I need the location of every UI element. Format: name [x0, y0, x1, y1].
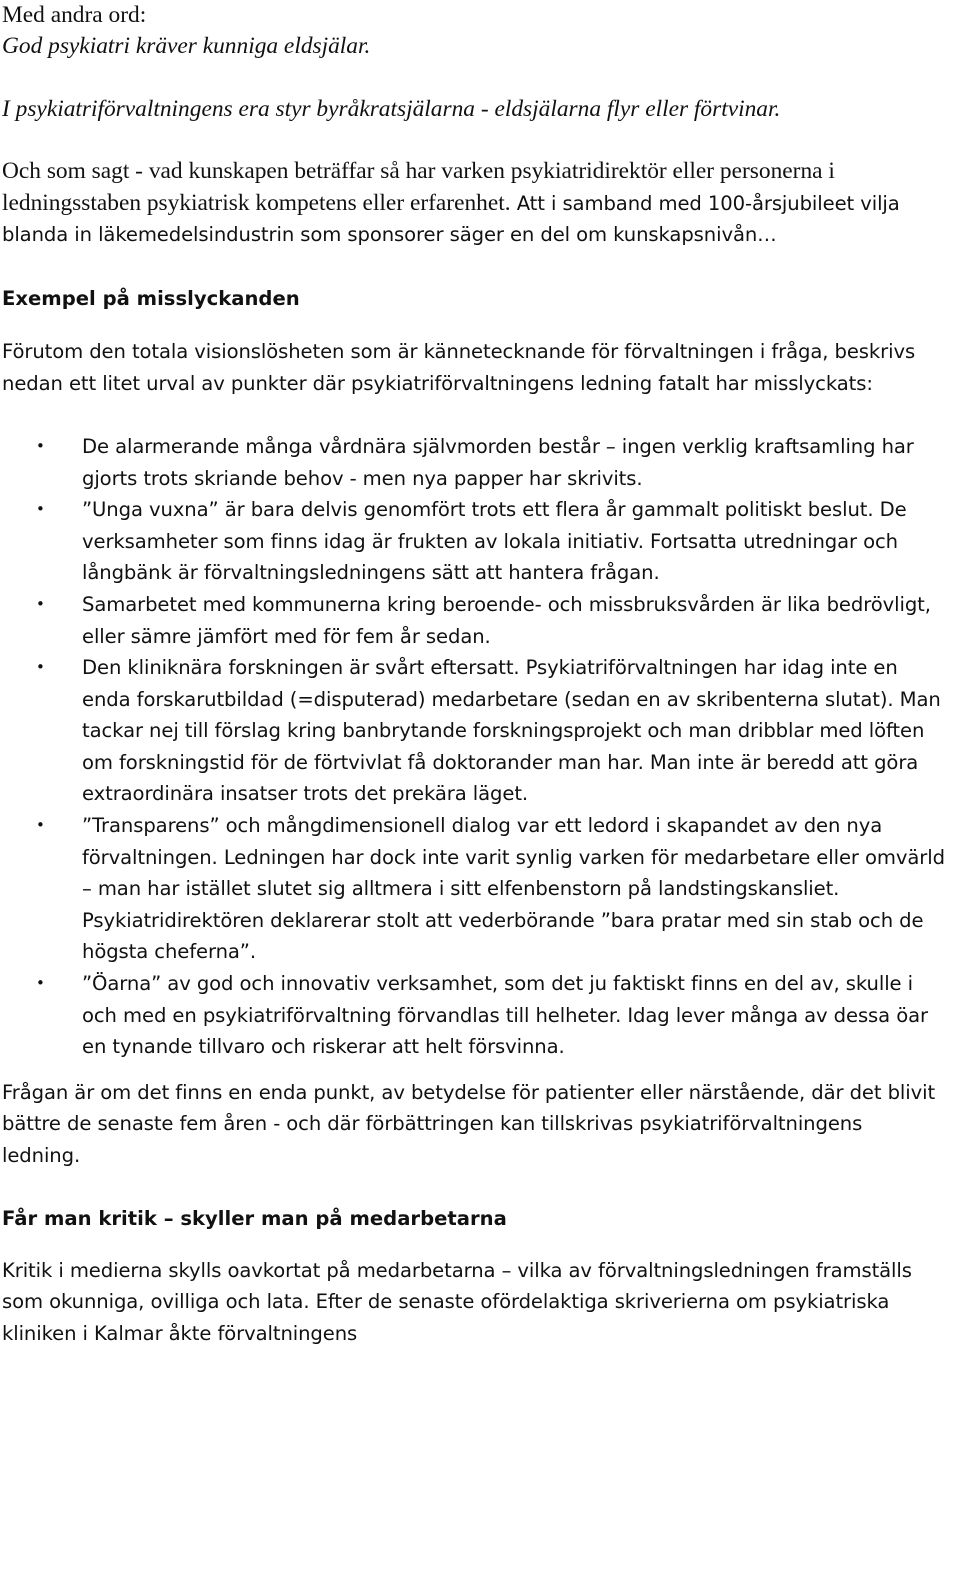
list-item-text: Den kliniknära forskningen är svårt eftersatt. Psykiatriförvaltningen har idag inte en enda forskarutbildad (=disputerad) medarbetare (sedan en av skribenterna slutat). Man tackar nej till förslag kring banbrytande forskningsprojekt och man dribblar med löften om forskningstid för de förtvivlat få doktorander man har. Man inte är beredd att göra extraordinära insatser trots det prekära läget.	[82, 656, 941, 806]
intro-quote: God psykiatri kräver kunniga eldsjälar.	[2, 33, 371, 60]
list-item-text: ”Transparens” och mångdimensionell dialog var ett ledord i skapandet av den nya förvaltningen. Ledningen har dock inte varit synlig varken för medarbetare eller omvärld – man har istället slutet sig alltmera i sitt elfenbenstorn på landstingskansliet. Psykiatridirektören deklarerar stolt att vederbörande ”bara pratar med sin stab och de högsta cheferna”.	[82, 814, 945, 964]
intro-paragraph-sans: Att i samband med 100-årsjubileet vilja blanda in läkemedelsindustrin som sponsorer säger en del om kunskapsnivån…	[2, 191, 900, 247]
intro-paragraph-serif: Och som sagt - vad kunskapen beträffar så har varken psykiatridirektör eller personerna i ledningsstaben psykiatrisk kompetens eller erfarenhet.	[2, 158, 835, 216]
bullet-icon: •	[36, 816, 45, 835]
spacer	[2, 1172, 946, 1204]
list-item	[2, 494, 946, 589]
intro-lead: Med andra ord:	[2, 2, 147, 28]
spacer	[2, 1063, 946, 1077]
failures-closing: Frågan är om det finns en enda punkt, av betydelse för patienter eller närstående, där det blivit bättre de senaste fem åren - och där förbättringen kan tillskrivas psykiatriförvaltningens ledning.	[2, 1080, 936, 1167]
list-item	[2, 810, 946, 968]
intro-paragraph	[2, 156, 946, 250]
spacer	[2, 63, 946, 94]
section-heading-criticism: Får man kritik – skyller man på medarbetarna	[2, 1207, 507, 1231]
list-item	[2, 589, 946, 652]
criticism-paragraph: Kritik i medierna skylls oavkortat på medarbetarna – vilka av förvaltningsledningen framställs som okunniga, ovilliga och lata. Efter de senaste ofördelaktiga skriverierna om psykiatriska kliniken i Kalmar åkte förvaltningens	[2, 1258, 912, 1345]
spacer	[2, 125, 946, 156]
spacer	[2, 399, 946, 431]
section-heading-failures: Exempel på misslyckanden	[2, 286, 300, 310]
bullet-icon: •	[36, 500, 45, 519]
bullet-icon: •	[36, 436, 45, 455]
intro-statement: I psykiatriförvaltningens era styr byråkratsjälarna - eldsjälarna flyr eller förtvinar.	[2, 95, 781, 122]
bullet-icon: •	[36, 658, 45, 677]
failures-intro: Förutom den totala visionslösheten som är kännetecknande för förvaltningen i fråga, beskrivs nedan ett litet urval av punkter där psykiatriförvaltningens ledning fatalt har misslyckats:	[2, 340, 916, 395]
failures-list	[2, 431, 946, 1063]
spacer	[2, 1235, 946, 1255]
bullet-icon: •	[36, 594, 45, 613]
list-item-text: ”Öarna” av god och innovativ verksamhet, som det ju faktiskt finns en del av, skulle i och med en psykiatriförvaltning förvandlas till helheter. Idag lever många av dessa öar en tynande tillvaro och riskerar att helt försvinna.	[82, 972, 928, 1059]
list-item	[2, 431, 946, 494]
bullet-icon: •	[36, 974, 45, 993]
list-item	[2, 652, 946, 810]
list-item-text: De alarmerande många vårdnära självmorden består – ingen verklig kraftsamling har gjorts trots skriande behov - men nya papper har skrivits.	[82, 434, 914, 490]
spacer	[2, 314, 946, 336]
spacer	[2, 251, 946, 283]
list-item-text: ”Unga vuxna” är bara delvis genomfört trots ett flera år gammalt politiskt beslut. De verksamheter som finns idag är frukten av lokala initiativ. Fortsatta utredningar och långbänk är förvaltningsledningens sätt att hantera frågan.	[82, 498, 907, 585]
list-item	[2, 968, 946, 1063]
list-item-text: Samarbetet med kommunerna kring beroende- och missbruksvården är lika bedrövligt, eller sämre jämfört med för fem år sedan.	[82, 592, 931, 648]
